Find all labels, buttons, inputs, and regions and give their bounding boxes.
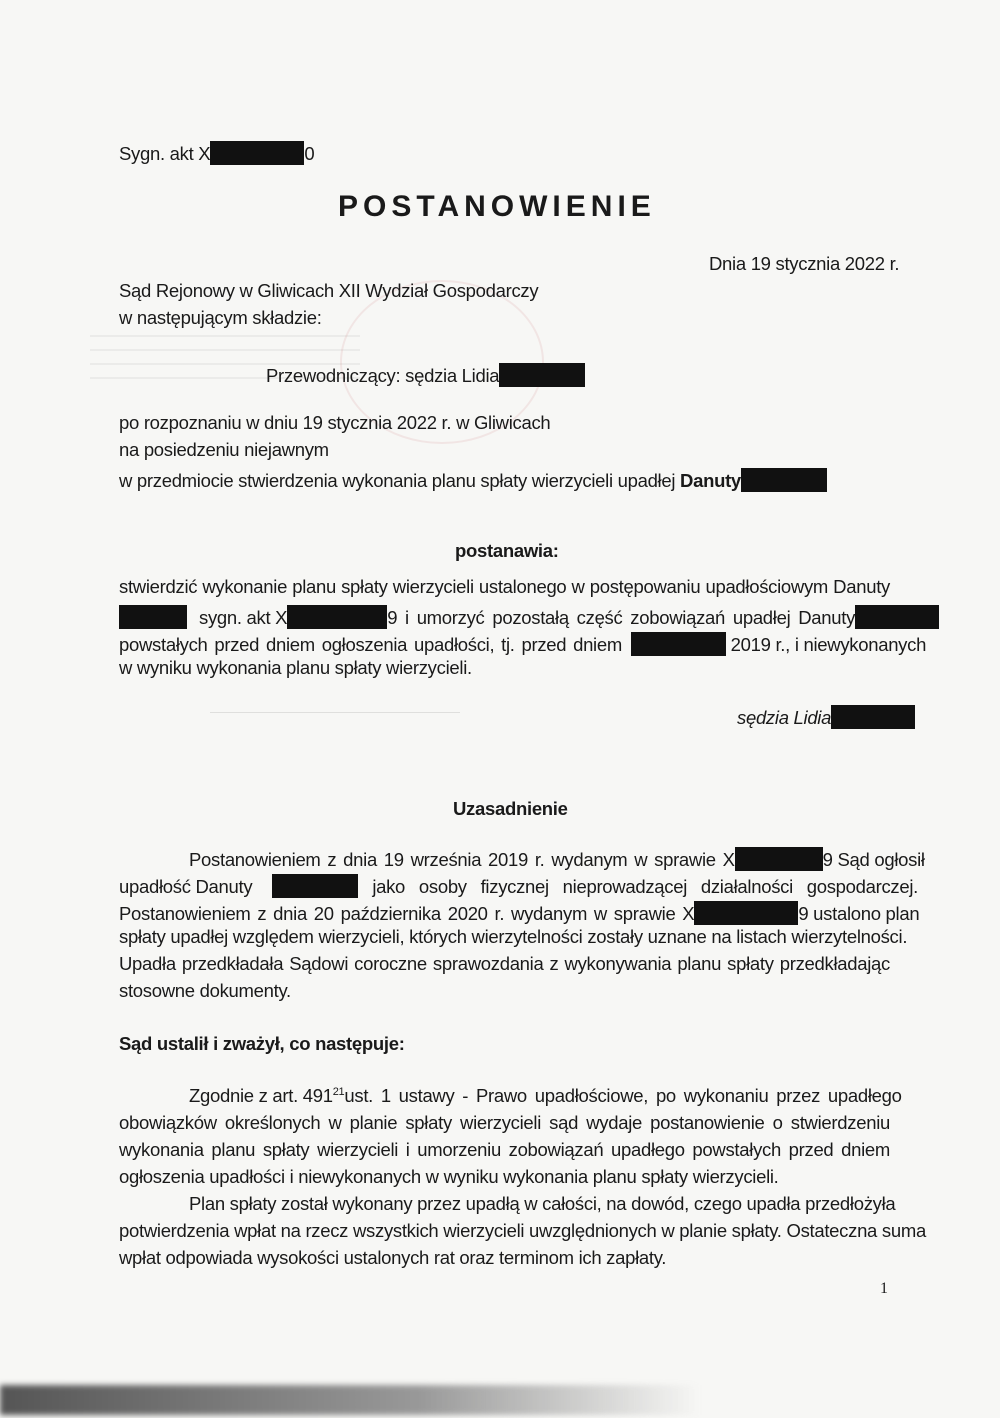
findings-line: wpłat odpowiada wysokości ustalonych rat oraz terminom ich zapłaty. (119, 1247, 667, 1268)
faint-divider (210, 712, 460, 713)
justification-line: Postanowieniem z dnia 20 października 2020 r. wydanym w sprawie X 9 ustalono plan (119, 903, 920, 924)
redaction-bar (499, 363, 585, 387)
court-name: Sąd Rejonowy w Gliwicach XII Wydział Gospodarczy (119, 280, 539, 301)
redaction-bar (694, 901, 798, 925)
justification-heading: Uzasadnienie (453, 798, 568, 819)
redaction-bar (272, 874, 358, 898)
justification-line: Upadła przedkładała Sądowi coroczne sprawozdania z wykonywania planu spłaty przedkładając (119, 953, 890, 974)
justification-line: Postanowieniem z dnia 19 września 2019 r. wydanym w sprawie X 9 Sąd ogłosił (189, 849, 925, 870)
justification-line: spłaty upadłej względem wierzycieli, których wierzytelności zostały uznane na listach wierzytelności. (119, 926, 908, 947)
redaction-bar (741, 468, 827, 492)
document-title: POSTANOWIENIE (338, 190, 656, 223)
court-composition-label: w następującym składzie: (119, 307, 322, 328)
findings-line: Zgodnie z art. $491^{21}$ ust. 1 ustawy - Prawo upadłościowe, po wykonaniu przez upadłego (189, 1085, 902, 1107)
subject-line: w przedmiocie stwierdzenia wykonania planu spłaty wierzycieli upadłej Danuty (119, 468, 827, 492)
findings-line: Plan spłaty został wykonany przez upadłą w całości, na dowód, czego upadła przedłożyła (189, 1193, 896, 1214)
findings-heading: Sąd ustalił i zważył, co następuje: (119, 1033, 405, 1054)
findings-line: potwierdzenia wpłat na rzecz wszystkich wierzycieli uwzględnionych w planie spłaty. Ostateczna suma (119, 1220, 926, 1241)
page-number: 1 (880, 1280, 888, 1297)
decision-line: sygn. akt X 9 i umorzyć pozostałą część zobowiązań upadłej Danuty (119, 605, 890, 629)
redaction-bar (631, 632, 726, 656)
scan-edge-shadow (0, 1385, 700, 1415)
decision-line: w wyniku wykonania planu spłaty wierzycieli. (119, 657, 472, 678)
redaction-bar (735, 847, 823, 871)
findings-line: wykonania planu spłaty wierzycieli i umorzeniu zobowiązań upadłego powstałych przed dniem (119, 1139, 890, 1160)
hearing-date-line: po rozpoznaniu w dniu 19 stycznia 2022 r. w Gliwicach (119, 412, 551, 433)
case-signature: Sygn. akt X 0 (119, 143, 315, 164)
redaction-bar (119, 605, 187, 629)
redaction-bar (831, 705, 915, 729)
decision-heading: postanawia: (455, 540, 559, 561)
redaction-bar (210, 141, 304, 165)
session-type-line: na posiedzeniu niejawnym (119, 439, 329, 460)
document-date: Dnia 19 stycznia 2022 r. (709, 253, 900, 274)
decision-line: powstałych przed dniem ogłoszenia upadłości, tj. przed dniem 2019 r., i niewykonanych (119, 634, 927, 655)
redaction-bar (855, 605, 939, 629)
decision-line: stwierdzić wykonanie planu spłaty wierzycieli ustalonego w postępowaniu upadłościowym Danuty (119, 576, 890, 597)
redaction-bar (287, 605, 387, 629)
justification-line: upadłość Danuty jako osoby fizycznej nieprowadzącej działalności gospodarczej. (119, 876, 919, 897)
presiding-judge: Przewodniczący: sędzia Lidia (266, 363, 585, 387)
findings-line: ogłoszenia upadłości i niewykonanych w wyniku wykonania planu spłaty wierzycieli. (119, 1166, 779, 1187)
judge-signature: sędzia Lidia (737, 705, 915, 729)
justification-line: stosowne dokumenty. (119, 980, 291, 1001)
findings-line: obowiązków określonych w planie spłaty wierzycieli sąd wydaje postanowienie o stwierdzeniu (119, 1112, 890, 1133)
